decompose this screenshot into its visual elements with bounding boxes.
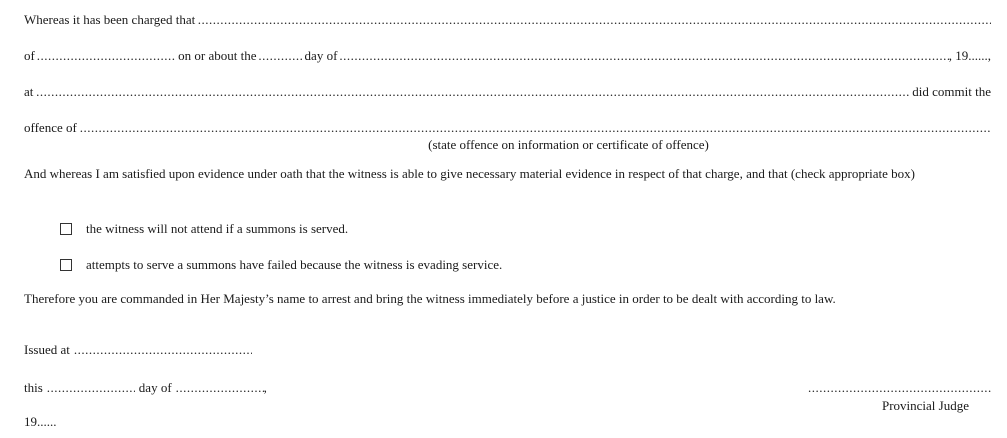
option-evading-service[interactable] — [60, 257, 502, 273]
issue-date-line — [24, 380, 267, 396]
signature-label: Provincial Judge — [881, 398, 969, 413]
issued-at-label: Issued at — [24, 342, 70, 357]
checkbox-evading-service[interactable] — [60, 259, 72, 271]
satisfied-paragraph: And whereas I am satisfied upon evidence under oath that the witness is able to give necessary material evidence in respect of that charge, and that (check appropriate box) — [24, 166, 916, 181]
on-or-about-label: on or about the — [178, 48, 257, 63]
location-line — [24, 84, 991, 100]
checkbox-will-not-attend[interactable] — [60, 223, 72, 235]
place-date-line — [24, 48, 991, 64]
charged-line — [24, 12, 991, 28]
issue-month-field[interactable] — [176, 380, 264, 396]
signature-field[interactable] — [808, 380, 991, 396]
offence-field[interactable] — [80, 120, 991, 136]
month-field[interactable] — [339, 48, 948, 64]
issue-year[interactable]: 19...... — [24, 414, 57, 429]
issued-at-field[interactable] — [74, 342, 252, 358]
at-label: at — [24, 84, 34, 99]
did-commit-label: did commit the — [912, 84, 991, 99]
option-will-not-attend-label: the witness will not attend if a summons is served. — [86, 221, 349, 236]
of-place-field[interactable] — [37, 48, 176, 64]
command-paragraph: Therefore you are commanded in Her Majesty’s name to arrest and bring the witness immediately before a justice in order to be dealt with according to law. — [24, 291, 836, 306]
charged-person-field[interactable] — [198, 12, 991, 28]
offence-caption: (state offence on information or certificate of offence) — [428, 137, 709, 152]
issue-comma: , — [263, 380, 267, 395]
issued-at-line — [24, 342, 252, 358]
year-label: , 19......, — [948, 48, 991, 63]
option-will-not-attend[interactable] — [60, 221, 348, 237]
of-label: of — [24, 48, 35, 63]
location-field[interactable] — [36, 84, 909, 100]
option-evading-service-label: attempts to serve a summons have failed because the witness is evading service. — [86, 257, 503, 272]
offence-line — [24, 120, 991, 136]
charged-label: Whereas it has been charged that — [24, 12, 196, 27]
issue-day-field[interactable] — [47, 380, 135, 396]
this-label: this — [24, 380, 43, 395]
issue-day-of-label: day of — [138, 380, 172, 395]
offence-label: offence of — [24, 120, 77, 135]
day-number-field[interactable] — [258, 48, 302, 64]
day-of-label: day of — [304, 48, 338, 63]
